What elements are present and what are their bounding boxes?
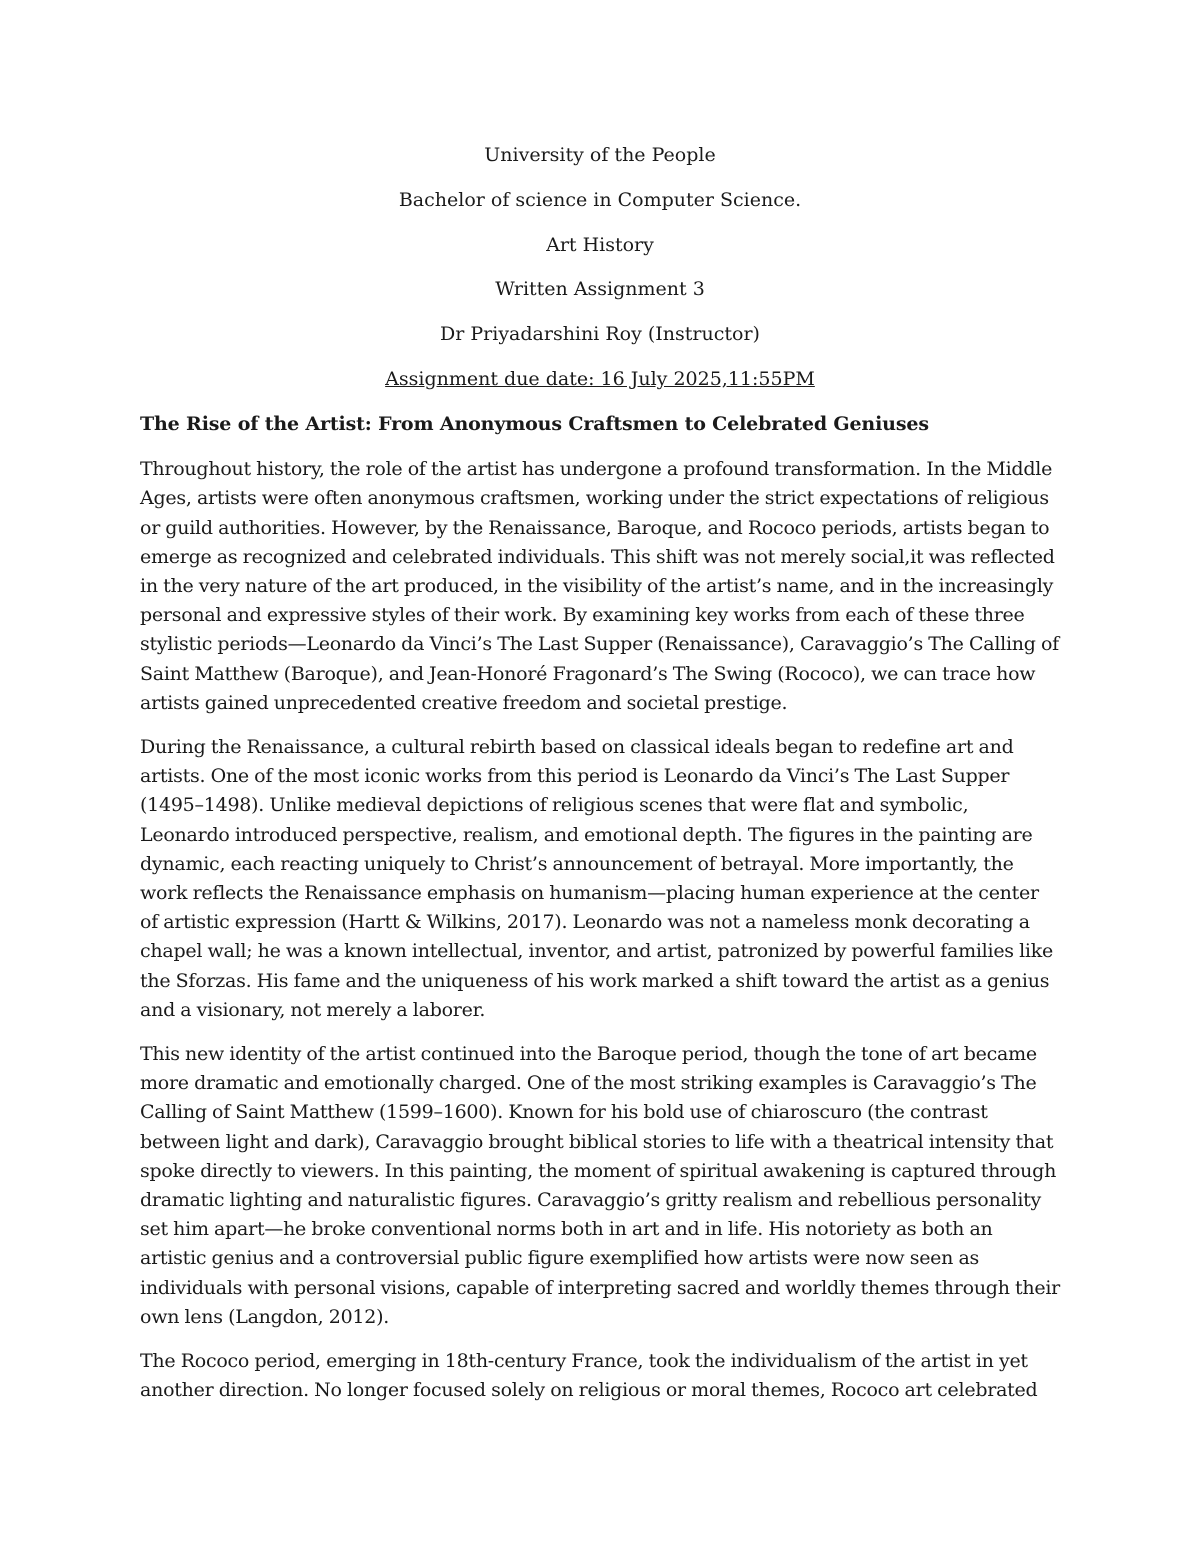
essay-body [140, 410, 1062, 1421]
essay-title: The Rise of the Artist: From Anonymous Craftsmen to Celebrated Geniuses [140, 413, 929, 435]
course-name: Art History [546, 233, 654, 256]
due-date-line [140, 365, 1060, 410]
due-date: Assignment due date: 16 July 2025,11:55PM [385, 367, 815, 390]
cover-block [140, 141, 1060, 410]
paragraph-rococo: The Rococo period, emerging in 18th-century France, took the individualism of the artist in yet another direction. No longer focused solely on religious or moral themes, Rococo art celebrated [140, 1350, 1038, 1402]
degree-program: Bachelor of science in Computer Science. [398, 188, 802, 211]
paragraph-renaissance: During the Renaissance, a cultural rebirth based on classical ideals began to redefine art and artists. One of the most iconic works from this period is Leonardo da Vinci’s The Last Supper (1495–1498). Unlike medieval depictions of religious scenes that were flat and symbolic, Leonardo introduced perspective, realism, and emotional depth. The figures in the painting are dynamic, each reacting uniquely to Christ’s announcement of betrayal. More importantly, the work reflects the Renaissance emphasis on humanism—placing human experience at the center of artistic expression (Hartt & Wilkins, 2017). Leonardo was not a nameless monk decorating a chapel wall; he was a known intellectual, inventor, and artist, patronized by powerful families like the Sforzas. His fame and the uniqueness of his work marked a shift toward the artist as a genius and a visionary, not merely a laborer. [140, 736, 1054, 1021]
instructor-name: Dr Priyadarshini Roy (Instructor) [440, 323, 760, 346]
paragraph-intro: Throughout history, the role of the artist has undergone a profound transformation. In the Middle Ages, artists were often anonymous craftsmen, working under the strict expectations of religious or guild authorities. However, by the Renaissance, Baroque, and Rococo periods, artists began to emerge as recognized and celebrated individuals. This shift was not merely social,it was reflected in the very nature of the art produced, in the visibility of the artist’s name, and in the increasingly personal and expressive styles of their work. By examining key works from each of these three stylistic periods—Leonardo da Vinci’s The Last Supper (Renaissance), Caravaggio’s The Calling of Saint Matthew (Baroque), and Jean-Honoré Fragonard’s The Swing (Rococo), we can trace how artists gained unprecedented creative freedom and societal prestige. [140, 458, 1059, 714]
university-name: University of the People [484, 144, 716, 166]
paragraph-baroque: This new identity of the artist continued into the Baroque period, though the tone of art became more dramatic and emotionally charged. One of the most striking examples is Caravaggio’s The Calling of Saint Matthew (1599–1600). Known for his bold use of chiaroscuro (the contrast between light and dark), Caravaggio brought biblical stories to life with a theatrical intensity that spoke directly to viewers. In this painting, the moment of spiritual awakening is captured through dramatic lighting and naturalistic figures. Caravaggio’s gritty realism and rebellious personality set him apart—he broke conventional norms both in art and in life. His notoriety as both an artistic genius and a controversial public figure exemplified how artists were now seen as individuals with personal visions, capable of interpreting sacred and worldly themes through their own lens (Langdon, 2012). [140, 1043, 1061, 1328]
assignment-name: Written Assignment 3 [495, 278, 705, 301]
